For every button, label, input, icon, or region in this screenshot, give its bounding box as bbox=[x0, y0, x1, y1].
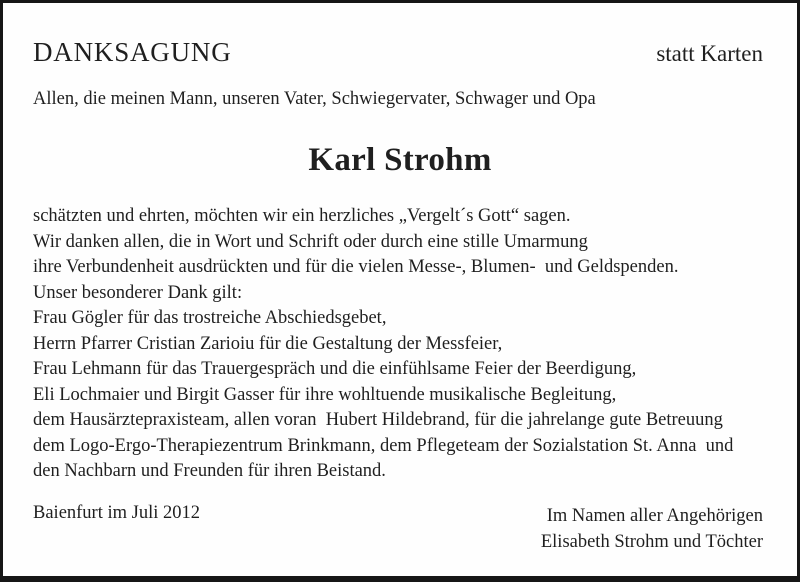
header-row bbox=[33, 37, 763, 68]
statt-karten-note: statt Karten bbox=[656, 41, 763, 66]
footer-row bbox=[33, 503, 763, 555]
body-line: Eli Lochmaier und Birgit Gasser für ihre wohltuende musikalische Begleitung, bbox=[33, 384, 617, 405]
place-date: Baienfurt im Juli 2012 bbox=[33, 503, 200, 523]
closing-line: Im Namen aller Angehörigen bbox=[546, 506, 763, 526]
notice-title: DANKSAGUNG bbox=[33, 37, 232, 67]
closing-line: Elisabeth Strohm und Töchter bbox=[540, 532, 763, 552]
body-line: Wir danken allen, die in Wort und Schrift oder durch eine stille Umarmung bbox=[33, 231, 588, 252]
body-line: Frau Gögler für das trostreiche Abschiedsgebet, bbox=[33, 308, 387, 328]
thanks-body bbox=[33, 204, 773, 485]
body-line: dem Hausärztepraxisteam, allen voran Hubert Hildebrand, für die jahrelange gute Betreuung bbox=[33, 410, 723, 430]
body-line: Frau Lehmann für das Trauergespräch und die einfühlsame Feier der Beerdigung, bbox=[33, 359, 637, 379]
body-line: ihre Verbundenheit ausdrückten und für die vielen Messe-, Blumen- und Geldspenden. bbox=[33, 257, 679, 277]
body-line: schätzten und ehrten, möchten wir ein herzliches „Vergelt´s Gott“ sagen. bbox=[33, 206, 571, 226]
body-line: dem Logo-Ergo-Therapiezentrum Brinkmann, dem Pflegeteam der Sozialstation St. Anna und bbox=[33, 435, 734, 456]
body-line: Herrn Pfarrer Cristian Zarioiu für die Gestaltung der Messfeier, bbox=[33, 333, 503, 354]
body-line: Unser besonderer Dank gilt: bbox=[33, 282, 243, 303]
intro-line: Allen, die meinen Mann, unseren Vater, Schwiegervater, Schwager und Opa bbox=[33, 89, 596, 109]
closing-block bbox=[541, 503, 763, 555]
body-line: den Nachbarn und Freunden für ihren Beistand. bbox=[33, 461, 386, 481]
deceased-name: Karl Strohm bbox=[308, 142, 492, 178]
